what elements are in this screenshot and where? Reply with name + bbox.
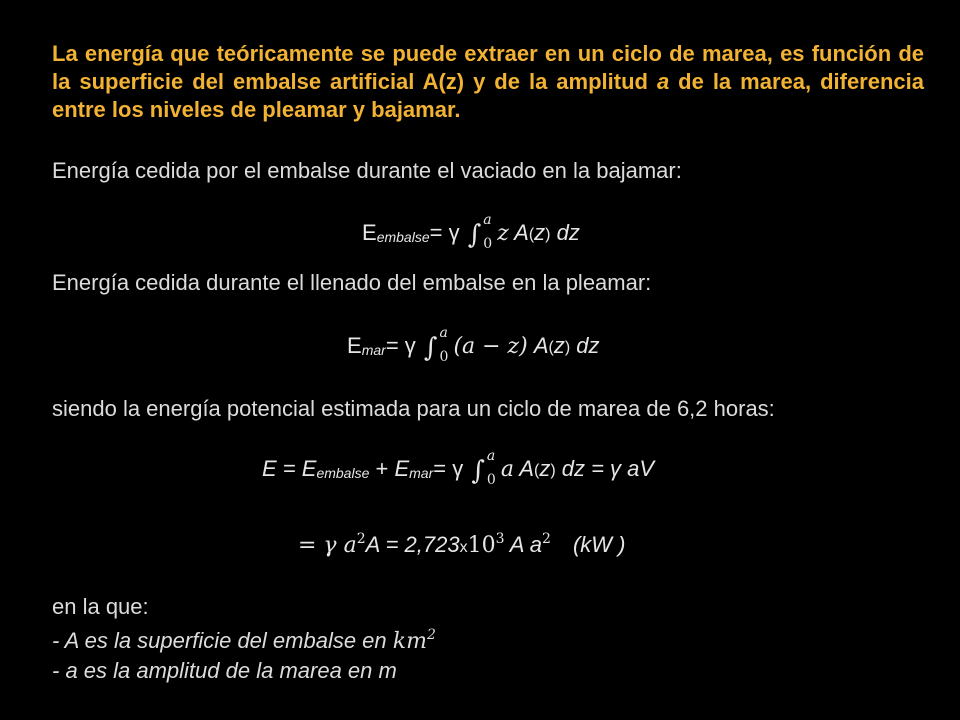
list-km-sup: 2 — [426, 627, 436, 643]
integral-limits — [486, 448, 499, 488]
eq3-a: a — [500, 457, 514, 482]
list-item-A — [52, 621, 436, 656]
eq1-lp: ( — [528, 226, 535, 243]
list-item-a: - a es la amplitud de la marea en m — [52, 658, 397, 683]
eq3-E: E = — [262, 456, 302, 481]
integral-symbol: ∫ — [467, 220, 482, 250]
eq4-sup3: 2 — [542, 531, 551, 547]
eq3-zz: z — [539, 456, 551, 481]
eq3-E2: E — [394, 456, 410, 481]
eq3-E1: E — [301, 456, 317, 481]
eq1-rp: ) — [545, 226, 551, 243]
eq2-lower: 0 — [439, 349, 449, 365]
eq2-lp: ( — [548, 339, 554, 356]
eq4-mid: A = 2,723 — [365, 532, 460, 557]
eq2-rp: ) — [564, 339, 571, 356]
eq1-zz: z — [534, 220, 546, 245]
eq2-equals: = γ — [385, 333, 422, 358]
eq1-E: E — [362, 220, 377, 245]
eq1-A: A — [508, 220, 529, 245]
equation-embalse — [362, 212, 580, 252]
integral-limits — [483, 212, 495, 252]
eq1-lower: 0 — [483, 236, 493, 252]
eq3-lp: ( — [533, 462, 540, 479]
list-head: en la que: — [52, 594, 149, 619]
text-potencial: siendo la energía potencial estimada para un ciclo de marea de 6,2 horas: — [52, 396, 775, 421]
intro-paragraph — [52, 40, 924, 124]
eq2-A: A — [527, 333, 549, 358]
eq3-rp: ) — [550, 462, 556, 479]
eq1-upper: a — [483, 212, 492, 228]
eq3-A: A — [514, 456, 534, 481]
integral-limits — [439, 325, 451, 365]
equation-total — [262, 448, 655, 488]
eq3-plus: + — [369, 456, 395, 481]
eq3-sub1: embalse — [316, 465, 370, 481]
list-km: km — [392, 629, 427, 654]
eq3-equals: = γ — [433, 456, 470, 481]
eq3-upper: a — [486, 448, 496, 464]
eq2-body: (a − z) — [453, 334, 528, 359]
text-llenado: Energía cedida durante el llenado del embalse en la pleamar: — [52, 270, 652, 295]
equation-mar — [347, 325, 600, 365]
integral-symbol: ∫ — [423, 333, 438, 363]
eq1-dz: dz — [550, 220, 580, 245]
eq2-dz: dz — [570, 333, 600, 358]
intro-text-2: de la marea, diferencia entre los niveles de pleamar y bajamar. — [52, 69, 924, 122]
eq1-z: z — [497, 221, 509, 246]
eq2-E: E — [347, 333, 362, 358]
eq2-sub: mar — [361, 342, 386, 358]
list-item-A-text: - A es la superficie del embalse en — [52, 628, 393, 653]
eq3-tail: dz = γ aV — [555, 456, 655, 481]
eq2-upper: a — [439, 325, 448, 341]
eq4-times: x — [459, 539, 468, 556]
integral-symbol: ∫ — [471, 456, 485, 486]
eq4-A: A a — [504, 532, 543, 557]
eq4-ten: 10 — [467, 533, 496, 558]
eq3-lower: 0 — [486, 472, 496, 488]
eq3-sub2: mar — [409, 465, 434, 481]
definitions-list — [52, 592, 436, 685]
eq1-equals: = γ — [429, 220, 466, 245]
eq4-sup2: 3 — [495, 531, 505, 547]
eq2-zz: z — [553, 333, 565, 358]
eq1-sub: embalse — [376, 229, 430, 245]
eq4-units: (kW ) — [572, 532, 626, 557]
eq4-lead: = γ a — [298, 533, 357, 558]
equation-result — [298, 531, 625, 558]
eq4-sup1: 2 — [356, 531, 366, 547]
text-vaciado: Energía cedida por el embalse durante el vaciado en la bajamar: — [52, 158, 682, 183]
intro-amplitude-symbol: a — [656, 69, 670, 94]
intro-text-1: La energía que teóricamente se puede extraer en un ciclo de marea, es función de la superficie del embalse artificial A(z) y de la amplitud — [52, 41, 924, 94]
